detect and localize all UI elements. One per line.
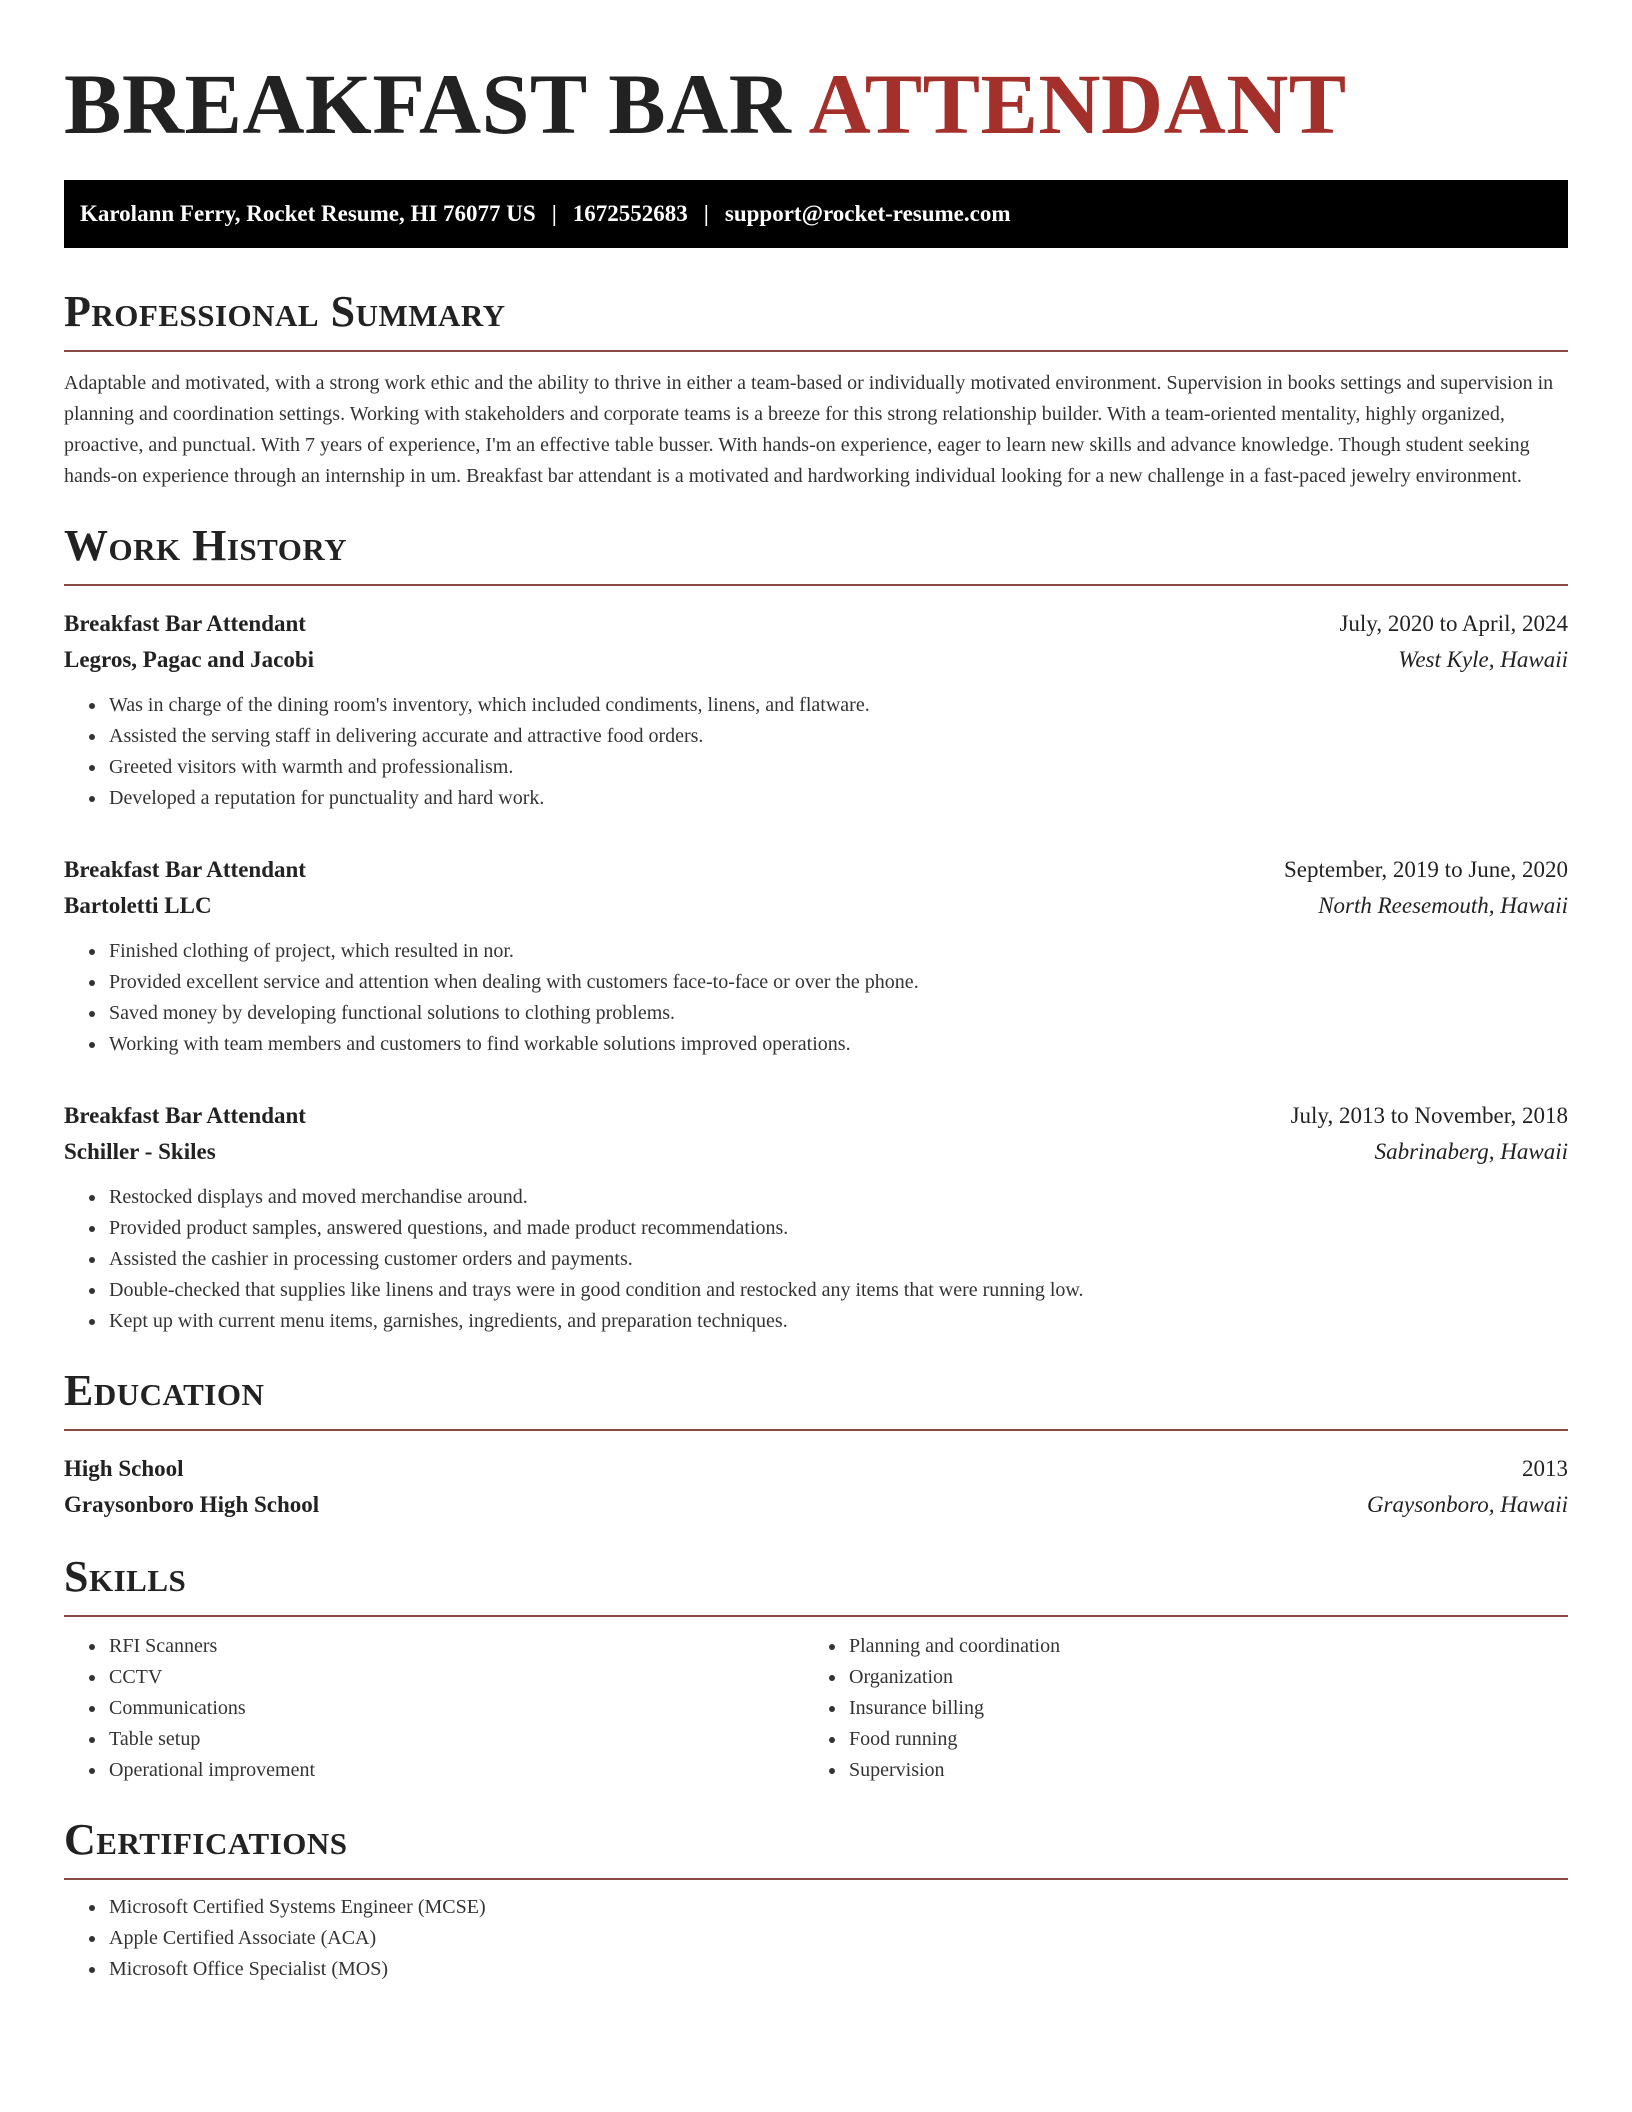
contact-phone: 1672552683 <box>572 201 688 226</box>
job-location: North Reesemouth, Hawaii <box>1318 893 1568 918</box>
section-divider <box>64 1878 1568 1880</box>
section-heading: Professional Summary <box>64 287 506 336</box>
section-divider <box>64 350 1568 352</box>
list-item: • Greeted visitors with warmth and professionalism. <box>107 752 1568 783</box>
education-section <box>64 1365 1568 1523</box>
certifications-section <box>64 1814 1568 1985</box>
education-degree: High School <box>64 1456 184 1481</box>
list-item: • Was in charge of the dining room's inventory, which included condiments, linens, and flatware. <box>107 690 1568 721</box>
list-item: • Finished clothing of project, which resulted in nor. <box>107 936 1568 967</box>
list-item: • Provided excellent service and attention when dealing with customers face-to-face or over the phone. <box>107 967 1568 998</box>
title-main: BREAKFAST BAR <box>64 56 792 152</box>
skills-section <box>64 1551 1568 1786</box>
section-heading: Skills <box>64 1552 187 1601</box>
list-item: • Operational improvement <box>107 1755 804 1786</box>
list-item: • Assisted the cashier in processing customer orders and payments. <box>107 1244 1568 1275</box>
job-entry <box>64 606 1568 814</box>
education-location: Graysonboro, Hawaii <box>1366 1492 1568 1517</box>
section-heading: Education <box>64 1366 265 1415</box>
list-item: • CCTV <box>107 1662 804 1693</box>
skills-list-right <box>804 1631 1568 1786</box>
skills-grid <box>64 1631 1568 1786</box>
list-item: • Provided product samples, answered questions, and made product recommendations. <box>107 1213 1568 1244</box>
job-dates: September, 2019 to June, 2020 <box>1284 857 1568 882</box>
list-item: • Microsoft Office Specialist (MOS) <box>107 1954 1568 1985</box>
section-divider <box>64 1429 1568 1431</box>
skills-list-left <box>64 1631 804 1786</box>
job-entry <box>64 1098 1568 1337</box>
list-item: • Restocked displays and moved merchandise around. <box>107 1182 1568 1213</box>
job-location: West Kyle, Hawaii <box>1398 647 1568 672</box>
list-item: • Communications <box>107 1693 804 1724</box>
job-title: Breakfast Bar Attendant <box>64 857 306 882</box>
list-item: • Insurance billing <box>847 1693 1568 1724</box>
job-entry <box>64 852 1568 1060</box>
list-item: • Organization <box>847 1662 1568 1693</box>
education-school: Graysonboro High School <box>64 1492 320 1517</box>
list-item: • Planning and coordination <box>847 1631 1568 1662</box>
resume-title <box>64 58 1568 150</box>
list-item: • Developed a reputation for punctuality and hard work. <box>107 783 1568 814</box>
work-history-section <box>64 520 1568 1337</box>
list-item: • Double-checked that supplies like linens and trays were in good condition and restocked any items that were running low. <box>107 1275 1568 1306</box>
job-bullets <box>64 936 1568 1060</box>
job-dates: July, 2020 to April, 2024 <box>1339 611 1568 636</box>
list-item: • Kept up with current menu items, garnishes, ingredients, and preparation techniques. <box>107 1306 1568 1337</box>
list-item: • Supervision <box>847 1755 1568 1786</box>
list-item: • Table setup <box>107 1724 804 1755</box>
job-bullets <box>64 1182 1568 1337</box>
job-company: Schiller - Skiles <box>64 1139 216 1164</box>
title-accent: ATTENDANT <box>808 56 1347 152</box>
section-divider <box>64 584 1568 586</box>
contact-email: support@rocket-resume.com <box>724 201 1011 226</box>
certifications-list <box>64 1892 1568 1985</box>
list-item: • RFI Scanners <box>107 1631 804 1662</box>
list-item: • Food running <box>847 1724 1568 1755</box>
list-item: • Saved money by developing functional solutions to clothing problems. <box>107 998 1568 1029</box>
contact-separator: | <box>703 201 709 226</box>
job-company: Bartoletti LLC <box>64 893 212 918</box>
job-title: Breakfast Bar Attendant <box>64 611 306 636</box>
job-company: Legros, Pagac and Jacobi <box>64 647 315 672</box>
contact-separator: | <box>551 201 557 226</box>
section-divider <box>64 1615 1568 1617</box>
summary-text: Adaptable and motivated, with a strong work ethic and the ability to thrive in either a team-based or individually motivated environment. Supervision in books settings and supervision in planning and coordination settings. Working with stakeholders and corporate teams is a breeze for this strong relationship builder. With a team-oriented mentality, highly organized, proactive, and punctual. With 7 years of experience, I'm an effective table busser. With hands-on experience, eager to learn new skills and advance knowledge. Though student seeking hands-on experience through an internship in um. Breakfast bar attendant is a motivated and hardworking individual looking for a new challenge in a fast-paced jewelry environment. <box>64 372 1554 487</box>
job-bullets <box>64 690 1568 814</box>
section-heading: Certifications <box>64 1815 348 1864</box>
job-dates: July, 2013 to November, 2018 <box>1290 1103 1568 1128</box>
education-entry <box>64 1451 1568 1523</box>
list-item: • Microsoft Certified Systems Engineer (MCSE) <box>107 1892 1568 1923</box>
list-item: • Working with team members and customers to find workable solutions improved operations. <box>107 1029 1568 1060</box>
section-heading: Work History <box>64 521 348 570</box>
list-item: • Assisted the serving staff in delivering accurate and attractive food orders. <box>107 721 1568 752</box>
list-item: • Apple Certified Associate (ACA) <box>107 1923 1568 1954</box>
contact-bar <box>64 180 1568 248</box>
job-location: Sabrinaberg, Hawaii <box>1374 1139 1568 1164</box>
contact-address: Karolann Ferry, Rocket Resume, HI 76077 US <box>80 201 536 226</box>
summary-section <box>64 286 1568 492</box>
job-title: Breakfast Bar Attendant <box>64 1103 306 1128</box>
education-year: 2013 <box>1522 1456 1568 1481</box>
